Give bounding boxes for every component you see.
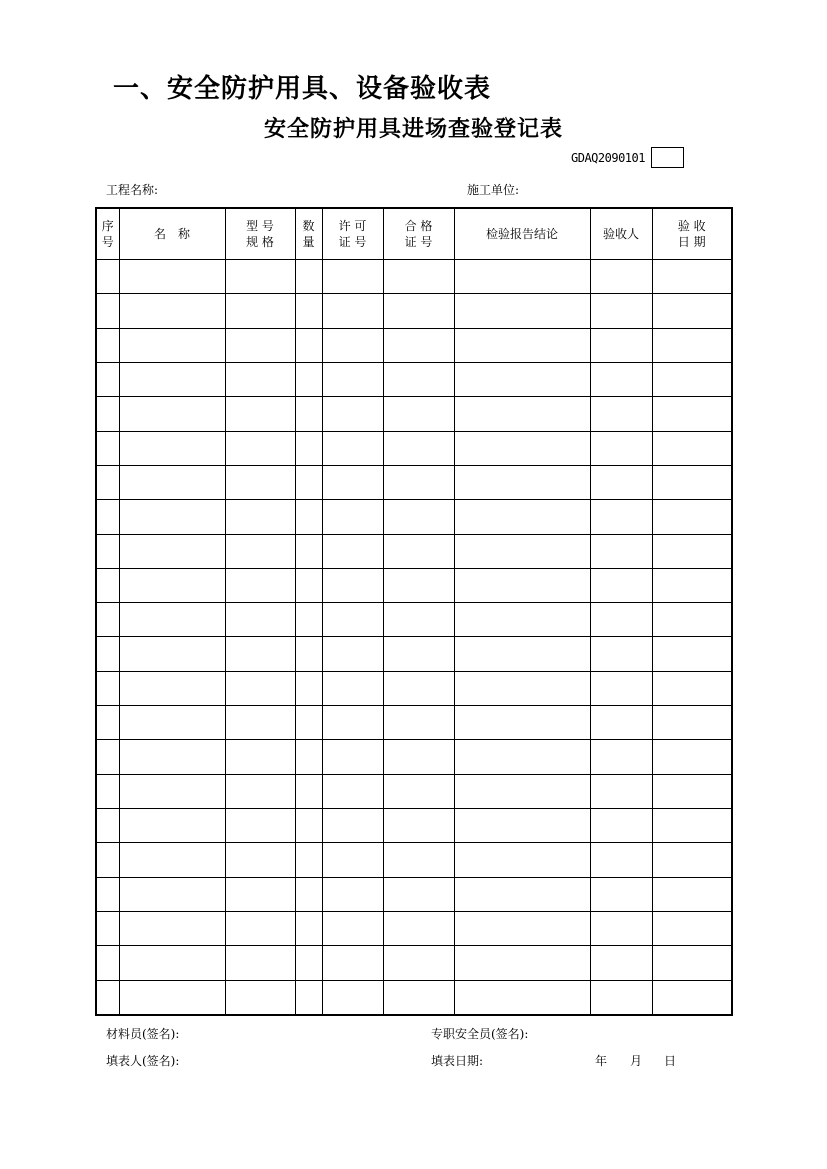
col-header-line: 日 期 bbox=[677, 235, 706, 249]
table-row bbox=[96, 294, 732, 328]
table-row bbox=[96, 500, 732, 534]
certificate-no-cell[interactable] bbox=[383, 774, 454, 808]
seq-cell[interactable] bbox=[96, 706, 119, 740]
inspector-cell[interactable] bbox=[590, 774, 652, 808]
model-cell[interactable] bbox=[225, 568, 295, 602]
quantity-cell[interactable] bbox=[295, 397, 322, 431]
seq-cell[interactable] bbox=[96, 774, 119, 808]
license-no-cell[interactable] bbox=[322, 500, 383, 534]
col-header-line: 数 bbox=[302, 219, 315, 233]
seq-cell[interactable] bbox=[96, 877, 119, 911]
name-cell[interactable] bbox=[119, 637, 225, 671]
license-no-cell[interactable] bbox=[322, 877, 383, 911]
conclusion-cell[interactable] bbox=[454, 568, 590, 602]
certificate-no-cell[interactable] bbox=[383, 809, 454, 843]
col-header-acceptance-date bbox=[652, 208, 732, 260]
name-cell[interactable] bbox=[119, 877, 225, 911]
col-header-seq bbox=[96, 208, 119, 260]
seq-cell[interactable] bbox=[96, 843, 119, 877]
form-title-text: 安全防护用具进场查验登记表 bbox=[263, 117, 563, 142]
conclusion-cell[interactable] bbox=[454, 877, 590, 911]
certificate-no-cell[interactable] bbox=[383, 877, 454, 911]
project-name-label: 工程名称: bbox=[106, 183, 159, 197]
seq-cell[interactable] bbox=[96, 911, 119, 945]
model-cell[interactable] bbox=[225, 671, 295, 705]
model-cell[interactable] bbox=[225, 946, 295, 980]
name-cell[interactable] bbox=[119, 774, 225, 808]
col-header-line: 序 bbox=[101, 219, 114, 233]
conclusion-cell[interactable] bbox=[454, 294, 590, 328]
col-header-line: 号 bbox=[101, 235, 114, 249]
conclusion-cell[interactable] bbox=[454, 671, 590, 705]
license-no-cell[interactable] bbox=[322, 294, 383, 328]
material-clerk-signature-label: 材料员(签名): bbox=[106, 1027, 180, 1041]
quantity-cell[interactable] bbox=[295, 774, 322, 808]
certificate-no-cell[interactable] bbox=[383, 946, 454, 980]
name-cell[interactable] bbox=[119, 260, 225, 294]
name-cell[interactable] bbox=[119, 911, 225, 945]
date-year-label: 年 bbox=[595, 1054, 608, 1068]
date-cell[interactable] bbox=[652, 465, 732, 499]
date-cell[interactable] bbox=[652, 980, 732, 1015]
inspector-cell[interactable] bbox=[590, 671, 652, 705]
model-cell[interactable] bbox=[225, 500, 295, 534]
model-cell[interactable] bbox=[225, 877, 295, 911]
safety-officer-signature-label: 专职安全员(签名): bbox=[431, 1027, 529, 1041]
table-row bbox=[96, 706, 732, 740]
col-header-line: 名 称 bbox=[153, 227, 190, 241]
seq-cell[interactable] bbox=[96, 534, 119, 568]
seq-cell[interactable] bbox=[96, 568, 119, 602]
name-cell[interactable] bbox=[119, 946, 225, 980]
quantity-cell[interactable] bbox=[295, 706, 322, 740]
license-no-cell[interactable] bbox=[322, 328, 383, 362]
table-row bbox=[96, 568, 732, 602]
model-cell[interactable] bbox=[225, 362, 295, 396]
table-row bbox=[96, 877, 732, 911]
conclusion-cell[interactable] bbox=[454, 465, 590, 499]
col-header-inspector bbox=[590, 208, 652, 260]
certificate-no-cell[interactable] bbox=[383, 397, 454, 431]
license-no-cell[interactable] bbox=[322, 980, 383, 1015]
date-cell[interactable] bbox=[652, 294, 732, 328]
conclusion-cell[interactable] bbox=[454, 843, 590, 877]
table-row bbox=[96, 260, 732, 294]
date-cell[interactable] bbox=[652, 877, 732, 911]
table-row bbox=[96, 328, 732, 362]
quantity-cell[interactable] bbox=[295, 500, 322, 534]
license-no-cell[interactable] bbox=[322, 706, 383, 740]
inspector-cell[interactable] bbox=[590, 980, 652, 1015]
quantity-cell[interactable] bbox=[295, 465, 322, 499]
certificate-no-cell[interactable] bbox=[383, 637, 454, 671]
name-cell[interactable] bbox=[119, 809, 225, 843]
inspector-cell[interactable] bbox=[590, 260, 652, 294]
license-no-cell[interactable] bbox=[322, 946, 383, 980]
form-code: GDAQ2090101 bbox=[571, 151, 645, 165]
col-header-name bbox=[119, 208, 225, 260]
seq-cell[interactable] bbox=[96, 980, 119, 1015]
name-cell[interactable] bbox=[119, 740, 225, 774]
form-code-box[interactable] bbox=[651, 147, 684, 168]
table-row bbox=[96, 603, 732, 637]
inspector-cell[interactable] bbox=[590, 603, 652, 637]
model-cell[interactable] bbox=[225, 740, 295, 774]
name-cell[interactable] bbox=[119, 534, 225, 568]
conclusion-cell[interactable] bbox=[454, 911, 590, 945]
inspector-cell[interactable] bbox=[590, 706, 652, 740]
inspector-cell[interactable] bbox=[590, 362, 652, 396]
fill-date-label: 填表日期: bbox=[431, 1054, 484, 1068]
col-header-line: 合 格 bbox=[404, 219, 433, 233]
name-cell[interactable] bbox=[119, 397, 225, 431]
filled-by-signature-label: 填表人(签名): bbox=[106, 1054, 180, 1068]
conclusion-cell[interactable] bbox=[454, 740, 590, 774]
license-no-cell[interactable] bbox=[322, 637, 383, 671]
model-cell[interactable] bbox=[225, 328, 295, 362]
license-no-cell[interactable] bbox=[322, 465, 383, 499]
certificate-no-cell[interactable] bbox=[383, 740, 454, 774]
name-cell[interactable] bbox=[119, 328, 225, 362]
date-cell[interactable] bbox=[652, 911, 732, 945]
page-heading: 一、安全防护用具、设备验收表 bbox=[113, 74, 492, 104]
table-row bbox=[96, 465, 732, 499]
date-cell[interactable] bbox=[652, 637, 732, 671]
inspector-cell[interactable] bbox=[590, 946, 652, 980]
inspector-cell[interactable] bbox=[590, 294, 652, 328]
table-row bbox=[96, 397, 732, 431]
quantity-cell[interactable] bbox=[295, 534, 322, 568]
date-cell[interactable] bbox=[652, 568, 732, 602]
model-cell[interactable] bbox=[225, 911, 295, 945]
certificate-no-cell[interactable] bbox=[383, 706, 454, 740]
name-cell[interactable] bbox=[119, 706, 225, 740]
certificate-no-cell[interactable] bbox=[383, 568, 454, 602]
seq-cell[interactable] bbox=[96, 946, 119, 980]
certificate-no-cell[interactable] bbox=[383, 260, 454, 294]
name-cell[interactable] bbox=[119, 568, 225, 602]
seq-cell[interactable] bbox=[96, 397, 119, 431]
license-no-cell[interactable] bbox=[322, 603, 383, 637]
model-cell[interactable] bbox=[225, 706, 295, 740]
date-cell[interactable] bbox=[652, 843, 732, 877]
certificate-no-cell[interactable] bbox=[383, 671, 454, 705]
table-row bbox=[96, 431, 732, 465]
inspector-cell[interactable] bbox=[590, 809, 652, 843]
date-cell[interactable] bbox=[652, 534, 732, 568]
seq-cell[interactable] bbox=[96, 465, 119, 499]
seq-cell[interactable] bbox=[96, 671, 119, 705]
seq-cell[interactable] bbox=[96, 294, 119, 328]
quantity-cell[interactable] bbox=[295, 671, 322, 705]
table-row bbox=[96, 534, 732, 568]
table-row bbox=[96, 843, 732, 877]
inspector-cell[interactable] bbox=[590, 534, 652, 568]
model-cell[interactable] bbox=[225, 294, 295, 328]
table-row bbox=[96, 809, 732, 843]
quantity-cell[interactable] bbox=[295, 362, 322, 396]
form-title bbox=[0, 112, 827, 143]
conclusion-cell[interactable] bbox=[454, 946, 590, 980]
certificate-no-cell[interactable] bbox=[383, 500, 454, 534]
table-row bbox=[96, 362, 732, 396]
quantity-cell[interactable] bbox=[295, 980, 322, 1015]
col-header-license-no bbox=[322, 208, 383, 260]
col-header-line: 证 号 bbox=[338, 235, 367, 249]
model-cell[interactable] bbox=[225, 637, 295, 671]
table-row bbox=[96, 774, 732, 808]
col-header-line: 验 收 bbox=[677, 219, 706, 233]
contractor-label: 施工单位: bbox=[467, 183, 520, 197]
inspector-cell[interactable] bbox=[590, 568, 652, 602]
inspector-cell[interactable] bbox=[590, 637, 652, 671]
quantity-cell[interactable] bbox=[295, 740, 322, 774]
license-no-cell[interactable] bbox=[322, 260, 383, 294]
inspector-cell[interactable] bbox=[590, 877, 652, 911]
date-day-label: 日 bbox=[664, 1054, 677, 1068]
date-cell[interactable] bbox=[652, 362, 732, 396]
quantity-cell[interactable] bbox=[295, 260, 322, 294]
table-row bbox=[96, 911, 732, 945]
model-cell[interactable] bbox=[225, 809, 295, 843]
quantity-cell[interactable] bbox=[295, 637, 322, 671]
inspector-cell[interactable] bbox=[590, 465, 652, 499]
model-cell[interactable] bbox=[225, 980, 295, 1015]
col-header-certificate-no bbox=[383, 208, 454, 260]
model-cell[interactable] bbox=[225, 431, 295, 465]
col-header-line: 证 号 bbox=[404, 235, 433, 249]
date-cell[interactable] bbox=[652, 397, 732, 431]
license-no-cell[interactable] bbox=[322, 671, 383, 705]
date-cell[interactable] bbox=[652, 260, 732, 294]
table-row bbox=[96, 671, 732, 705]
license-no-cell[interactable] bbox=[322, 397, 383, 431]
conclusion-cell[interactable] bbox=[454, 706, 590, 740]
conclusion-cell[interactable] bbox=[454, 431, 590, 465]
name-cell[interactable] bbox=[119, 671, 225, 705]
model-cell[interactable] bbox=[225, 534, 295, 568]
seq-cell[interactable] bbox=[96, 740, 119, 774]
quantity-cell[interactable] bbox=[295, 946, 322, 980]
name-cell[interactable] bbox=[119, 431, 225, 465]
inspector-cell[interactable] bbox=[590, 843, 652, 877]
date-cell[interactable] bbox=[652, 431, 732, 465]
seq-cell[interactable] bbox=[96, 362, 119, 396]
license-no-cell[interactable] bbox=[322, 362, 383, 396]
name-cell[interactable] bbox=[119, 362, 225, 396]
license-no-cell[interactable] bbox=[322, 774, 383, 808]
date-cell[interactable] bbox=[652, 774, 732, 808]
inspector-cell[interactable] bbox=[590, 740, 652, 774]
model-cell[interactable] bbox=[225, 774, 295, 808]
quantity-cell[interactable] bbox=[295, 328, 322, 362]
certificate-no-cell[interactable] bbox=[383, 843, 454, 877]
conclusion-cell[interactable] bbox=[454, 260, 590, 294]
date-cell[interactable] bbox=[652, 740, 732, 774]
certificate-no-cell[interactable] bbox=[383, 980, 454, 1015]
model-cell[interactable] bbox=[225, 465, 295, 499]
inspector-cell[interactable] bbox=[590, 397, 652, 431]
col-header-line: 型 号 bbox=[246, 219, 274, 233]
conclusion-cell[interactable] bbox=[454, 397, 590, 431]
date-cell[interactable] bbox=[652, 603, 732, 637]
conclusion-cell[interactable] bbox=[454, 637, 590, 671]
license-no-cell[interactable] bbox=[322, 911, 383, 945]
quantity-cell[interactable] bbox=[295, 877, 322, 911]
seq-cell[interactable] bbox=[96, 809, 119, 843]
certificate-no-cell[interactable] bbox=[383, 534, 454, 568]
conclusion-cell[interactable] bbox=[454, 774, 590, 808]
inspector-cell[interactable] bbox=[590, 911, 652, 945]
conclusion-cell[interactable] bbox=[454, 809, 590, 843]
col-header-line: 检验报告结论 bbox=[485, 227, 558, 241]
certificate-no-cell[interactable] bbox=[383, 328, 454, 362]
inspector-cell[interactable] bbox=[590, 328, 652, 362]
name-cell[interactable] bbox=[119, 500, 225, 534]
conclusion-cell[interactable] bbox=[454, 603, 590, 637]
seq-cell[interactable] bbox=[96, 500, 119, 534]
date-cell[interactable] bbox=[652, 706, 732, 740]
name-cell[interactable] bbox=[119, 843, 225, 877]
inspector-cell[interactable] bbox=[590, 500, 652, 534]
table-row bbox=[96, 980, 732, 1015]
inspector-cell[interactable] bbox=[590, 431, 652, 465]
model-cell[interactable] bbox=[225, 603, 295, 637]
seq-cell[interactable] bbox=[96, 603, 119, 637]
license-no-cell[interactable] bbox=[322, 568, 383, 602]
certificate-no-cell[interactable] bbox=[383, 603, 454, 637]
register-table bbox=[95, 207, 733, 1016]
conclusion-cell[interactable] bbox=[454, 328, 590, 362]
table-row bbox=[96, 740, 732, 774]
col-header-line: 量 bbox=[302, 235, 315, 249]
table-row bbox=[96, 946, 732, 980]
quantity-cell[interactable] bbox=[295, 843, 322, 877]
name-cell[interactable] bbox=[119, 294, 225, 328]
header-row bbox=[96, 208, 732, 260]
certificate-no-cell[interactable] bbox=[383, 362, 454, 396]
model-cell[interactable] bbox=[225, 843, 295, 877]
license-no-cell[interactable] bbox=[322, 534, 383, 568]
license-no-cell[interactable] bbox=[322, 740, 383, 774]
model-cell[interactable] bbox=[225, 397, 295, 431]
conclusion-cell[interactable] bbox=[454, 500, 590, 534]
date-cell[interactable] bbox=[652, 809, 732, 843]
certificate-no-cell[interactable] bbox=[383, 431, 454, 465]
col-header-line: 验收人 bbox=[602, 227, 639, 241]
date-cell[interactable] bbox=[652, 671, 732, 705]
quantity-cell[interactable] bbox=[295, 603, 322, 637]
model-cell[interactable] bbox=[225, 260, 295, 294]
register-body bbox=[96, 260, 732, 1016]
col-header-inspection-conclusion bbox=[454, 208, 590, 260]
conclusion-cell[interactable] bbox=[454, 362, 590, 396]
col-header-line: 规 格 bbox=[246, 235, 274, 249]
name-cell[interactable] bbox=[119, 465, 225, 499]
certificate-no-cell[interactable] bbox=[383, 294, 454, 328]
quantity-cell[interactable] bbox=[295, 911, 322, 945]
date-cell[interactable] bbox=[652, 946, 732, 980]
name-cell[interactable] bbox=[119, 603, 225, 637]
certificate-no-cell[interactable] bbox=[383, 911, 454, 945]
date-cell[interactable] bbox=[652, 328, 732, 362]
seq-cell[interactable] bbox=[96, 431, 119, 465]
quantity-cell[interactable] bbox=[295, 568, 322, 602]
col-header-line: 许 可 bbox=[338, 219, 367, 233]
name-cell[interactable] bbox=[119, 980, 225, 1015]
seq-cell[interactable] bbox=[96, 260, 119, 294]
quantity-cell[interactable] bbox=[295, 431, 322, 465]
certificate-no-cell[interactable] bbox=[383, 465, 454, 499]
table-row bbox=[96, 637, 732, 671]
seq-cell[interactable] bbox=[96, 637, 119, 671]
quantity-cell[interactable] bbox=[295, 809, 322, 843]
date-month-label: 月 bbox=[630, 1054, 643, 1068]
date-cell[interactable] bbox=[652, 500, 732, 534]
conclusion-cell[interactable] bbox=[454, 534, 590, 568]
license-no-cell[interactable] bbox=[322, 843, 383, 877]
col-header-quantity bbox=[295, 208, 322, 260]
conclusion-cell[interactable] bbox=[454, 980, 590, 1015]
col-header-model bbox=[225, 208, 295, 260]
license-no-cell[interactable] bbox=[322, 809, 383, 843]
quantity-cell[interactable] bbox=[295, 294, 322, 328]
license-no-cell[interactable] bbox=[322, 431, 383, 465]
seq-cell[interactable] bbox=[96, 328, 119, 362]
